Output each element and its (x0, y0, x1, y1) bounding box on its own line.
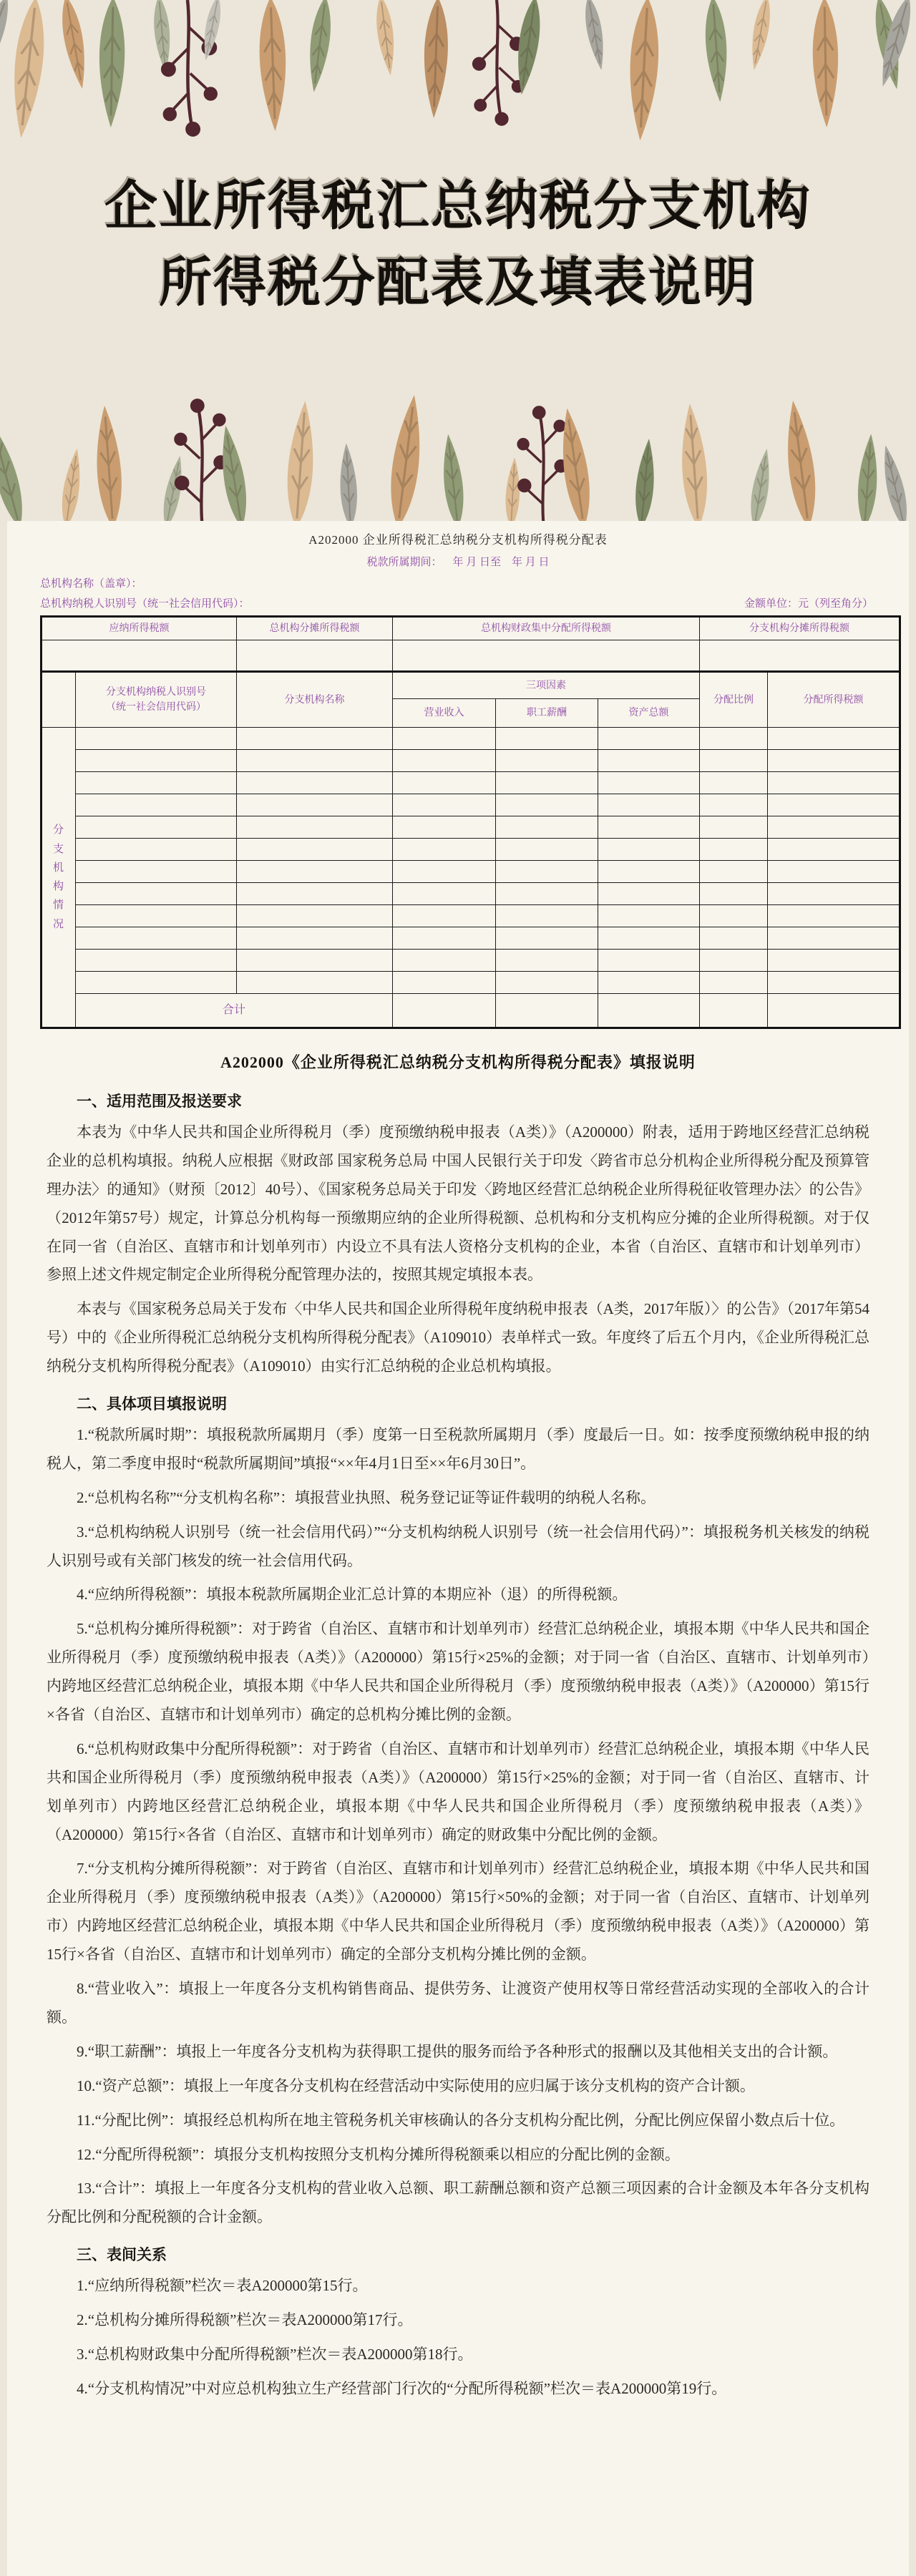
empty-cell (496, 816, 598, 839)
empty-cell (700, 772, 768, 794)
instruction-item: 3.“总机构纳税人识别号（统一社会信用代码）”“分支机构纳税人识别号（统一社会信用代码）”：填报税务机关核发的纳税人识别号或有关部门核发的统一社会信用代码。 (47, 1523, 869, 1569)
header-hq-fiscal-centralized-tax: 总机构财政集中分配所得税额 (393, 617, 700, 640)
instruction-item: 2.“总机构分摊所得税额”栏次＝表A200000第17行。 (77, 2311, 413, 2329)
leaf-icon (373, 0, 398, 77)
empty-cell (496, 883, 598, 905)
section-3-heading: 三、表间关系 (77, 2246, 167, 2264)
berry-branch-icon (473, 0, 524, 125)
leaf-icon (0, 0, 16, 92)
empty-cell (496, 750, 598, 772)
empty-cell (76, 861, 237, 883)
branch-empty-row (42, 816, 900, 839)
leaf-icon (626, 0, 661, 141)
header-allocation-ratio: 分配比例 (700, 672, 768, 728)
leaf-icon (7, 0, 49, 140)
branch-section-label: 分支机构情况 (42, 728, 76, 1028)
empty-cell (393, 927, 496, 950)
total-row (42, 994, 900, 1028)
empty-cell (700, 750, 768, 772)
empty-cell (768, 972, 900, 994)
empty-cell (237, 972, 393, 994)
instruction-item: 11.“分配比例”：填报经总机构所在地主管税务机关审核确认的各分支机构分配比例，分配比例应保留小数点后十位。 (77, 2111, 845, 2129)
branch-id-label-line2: （统一社会信用代码） (106, 702, 206, 713)
empty-cell (768, 816, 900, 839)
leaf-icon (812, 0, 839, 127)
leaf-icon (92, 405, 125, 530)
branch-empty-row (42, 861, 900, 883)
leaf-icon (57, 0, 91, 90)
empty-cell (237, 905, 393, 927)
empty-cell (768, 728, 900, 750)
instruction-item: 3.“总机构财政集中分配所得税额”栏次＝表A200000第18行。 (77, 2345, 473, 2363)
leaf-icon (215, 424, 252, 530)
empty-cell (237, 728, 393, 750)
header-branch-taxpayer-id (76, 672, 237, 728)
empty-cell (393, 950, 496, 972)
empty-cell (598, 794, 700, 816)
empty-cell (237, 794, 393, 816)
leaf-icon (98, 0, 125, 127)
page-title (0, 169, 916, 323)
instruction-item: 8.“营业收入”：填报上一年度各分支机构销售商品、提供劳务、让渡资产使用权等日常经营活动实现的全部收入的合计额。 (47, 1980, 869, 2026)
leaf-icon (703, 0, 731, 102)
table-header-row-branch (42, 672, 900, 699)
leaf-icon (200, 0, 225, 62)
empty-cell (496, 905, 598, 927)
leaf-icon (152, 0, 173, 74)
leaf-icon (58, 447, 84, 529)
empty-cell (496, 861, 598, 883)
empty-cell (768, 839, 900, 861)
header-three-factors: 三项因素 (393, 672, 700, 699)
header-hq-apportioned-tax: 总机构分摊所得税额 (237, 617, 393, 640)
branch-empty-row (42, 950, 900, 972)
instruction-item: 7.“分支机构分摊所得税额”：对于跨省（自治区、直辖市和计划单列市）经营汇总纳税企业，填报本期《中华人民共和国企业所得税月（季）度预缴纳税申报表（A类）》（A200000）第15行×50%的金额；对于同一省（自治区、直辖市、计划单列市）内跨地区经营汇总纳税企业，填报本期《中华人民共和国企业所得税月（季）度预缴纳税申报表（A类）》（A200000）第15行×各省（自治区、直辖市和计划单列市）确定的全部分支机构分摊比例的金额。 (47, 1860, 869, 1963)
empty-cell (237, 640, 393, 672)
header-total-assets: 资产总额 (598, 699, 700, 728)
empty-cell (42, 640, 237, 672)
empty-cell (237, 950, 393, 972)
leaf-icon (746, 447, 774, 529)
leaf-icon (512, 0, 545, 96)
empty-cell (76, 728, 237, 750)
berry-branch-icon (162, 0, 217, 136)
empty-cell (393, 861, 496, 883)
empty-cell (76, 883, 237, 905)
total-label: 合计 (76, 994, 393, 1028)
empty-cell (393, 883, 496, 905)
empty-cell (700, 927, 768, 950)
empty-cell (700, 861, 768, 883)
empty-cell (768, 994, 900, 1028)
leaf-icon (504, 457, 521, 529)
empty-cell (237, 772, 393, 794)
instruction-paragraph: 本表与《国家税务总局关于发布〈中华人民共和国企业所得税年度纳税申报表（A类，2017年版）〉的公告》（2017年第54号）中的《企业所得税汇总纳税分支机构所得税分配表》（A109010）表单样式一致。年度终了后五个月内，《企业所得税汇总纳税分支机构所得税分配表》（A109010）由实行汇总纳税的企业总机构填报。 (47, 1300, 869, 1375)
empty-cell (393, 640, 700, 672)
empty-cell (768, 905, 900, 927)
empty-cell (768, 750, 900, 772)
empty-cell (496, 950, 598, 972)
berry-branch-icon (517, 406, 567, 528)
leaf-icon (633, 438, 658, 529)
empty-cell (76, 794, 237, 816)
table-values-row (42, 640, 900, 672)
empty-cell (496, 728, 598, 750)
empty-cell (768, 772, 900, 794)
empty-cell (76, 972, 237, 994)
instruction-item: 10.“资产总额”：填报上一年度各分支机构在经营活动中实际使用的应归属于该分支机构的资产合计额。 (77, 2077, 755, 2094)
empty-cell (393, 994, 496, 1028)
empty-cell (700, 839, 768, 861)
empty-cell (768, 950, 900, 972)
empty-cell (700, 816, 768, 839)
empty-cell (598, 994, 700, 1028)
empty-cell (598, 905, 700, 927)
instruction-item: 12.“分配所得税额”：填报分支机构按照分支机构分摊所得税额乘以相应的分配比例的金额。 (77, 2145, 680, 2163)
berry-branch-icon (175, 399, 227, 528)
leaf-icon (855, 433, 880, 528)
empty-cell (237, 883, 393, 905)
branch-empty-row (42, 750, 900, 772)
empty-cell (598, 772, 700, 794)
empty-cell (598, 883, 700, 905)
empty-cell (496, 972, 598, 994)
branch-empty-row (42, 839, 900, 861)
empty-cell (598, 750, 700, 772)
empty-cell (598, 816, 700, 839)
empty-corner-cell (42, 672, 76, 728)
leaf-icon (422, 0, 450, 118)
header-payable-tax: 应纳所得税额 (42, 617, 237, 640)
instruction-paragraph: 本表为《中华人民共和国企业所得税月（季）度预缴纳税申报表（A类）》（A200000）附表，适用于跨地区经营汇总纳税企业的总机构填报。纳税人应根据《财政部 国家税务总局 中国人民银行关于印发〈跨省市总分机构企业所得税分配及预算管理办法〉的通知》（财预〔2012〕40号）、《国家税务总局关于印发〈跨地区经营汇总纳税企业所得税征收管理办法〉的公告》（2012年第57号）规定，计算总分机构每一预缴期应纳的企业所得税额、总机构和分支机构应分摊的企业所得税额。对于仅在同一省（自治区、直辖市和计划单列市）内设立不具有法人资格分支机构的企业，本省（自治区、直辖市和计划单列市）参照上述文件规定制定企业所得税分配管理办法的，按照其规定填报本表。 (47, 1123, 869, 1284)
leaf-icon (678, 403, 711, 529)
document-card (7, 521, 909, 2576)
leaf-icon (284, 400, 318, 529)
leaf-icon (159, 454, 187, 530)
empty-cell (76, 905, 237, 927)
leaf-icon (874, 0, 916, 89)
empty-cell (768, 861, 900, 883)
empty-cell (598, 839, 700, 861)
leaf-icon (555, 406, 595, 530)
empty-cell (768, 883, 900, 905)
empty-cell (76, 950, 237, 972)
branch-empty-row (42, 972, 900, 994)
empty-cell (76, 750, 237, 772)
empty-cell (393, 839, 496, 861)
leaf-icon (877, 444, 912, 530)
branch-id-label-line1: 分支机构纳税人识别号 (106, 687, 206, 698)
hq-taxpayer-id-label: 总机构纳税人识别号（统一社会信用代码）： (40, 598, 250, 610)
empty-cell (598, 861, 700, 883)
empty-cell (496, 839, 598, 861)
empty-cell (237, 927, 393, 950)
empty-cell (700, 640, 900, 672)
empty-cell (598, 950, 700, 972)
page-title-line1: 企业所得税汇总纳税分支机构 (104, 177, 812, 236)
empty-cell (237, 750, 393, 772)
empty-cell (496, 994, 598, 1028)
section-1-heading: 一、适用范围及报送要求 (77, 1093, 242, 1110)
empty-cell (237, 861, 393, 883)
empty-cell (393, 750, 496, 772)
empty-cell (393, 905, 496, 927)
empty-cell (496, 927, 598, 950)
leaf-icon (385, 394, 427, 530)
leaf-icon (869, 0, 905, 91)
branch-empty-row (42, 772, 900, 794)
tax-period-label: 税款所属期间： 年 月 日至 年 月 日 (366, 557, 550, 568)
instruction-item: 4.“分支机构情况”中对应总机构独立生产经营部门行次的“分配所得税额”栏次＝表A200000第19行。 (77, 2379, 727, 2397)
empty-cell (76, 772, 237, 794)
leaf-icon (338, 443, 359, 529)
leaf-icon (0, 421, 30, 530)
empty-cell (76, 816, 237, 839)
leaf-icon (258, 0, 288, 132)
instruction-item: 4.“应纳所得税额”：填报本税款所属期企业汇总计算的本期应补（退）的所得税额。 (77, 1586, 628, 1604)
filing-instructions (7, 1050, 909, 2438)
empty-cell (393, 816, 496, 839)
autumn-leaves-top-banner (0, 0, 916, 168)
empty-cell (496, 772, 598, 794)
instruction-item: 13.“合计”：填报上一年度各分支机构的营业收入总额、职工薪酬总额和资产总额三项因素的合计金额及本年各分支机构分配比例和分配税额的合计金额。 (47, 2180, 869, 2226)
empty-cell (393, 728, 496, 750)
instruction-item: 2.“总机构名称”“分支机构名称”：填报营业执照、税务登记证等证件载明的纳税人名称。 (77, 1488, 656, 1506)
instructions-heading: A202000《企业所得税汇总纳税分支机构所得税分配表》填报说明 (220, 1053, 696, 1071)
header-allocated-tax: 分配所得税额 (768, 672, 900, 728)
empty-cell (768, 927, 900, 950)
section-2-heading: 二、具体项目填报说明 (77, 1395, 227, 1413)
form-title: A202000 企业所得税汇总纳税分支机构所得税分配表 (308, 533, 608, 547)
instruction-item: 6.“总机构财政集中分配所得税额”：对于跨省（自治区、直辖市和计划单列市）经营汇总纳税企业，填报本期《中华人民共和国企业所得税月（季）度预缴纳税申报表（A类）》（A200000）第15行×25%的金额；对于同一省（自治区、直辖市、计划单列市）内跨地区经营汇总纳税企业，填报本期《中华人民共和国企业所得税月（季）度预缴纳税申报表（A类）》（A200000）第15行×各省（自治区、直辖市和计划单列市）确定的财政集中分配比例的金额。 (47, 1740, 869, 1843)
empty-cell (496, 794, 598, 816)
branch-empty-row (42, 905, 900, 927)
autumn-leaves-middle-banner (0, 386, 916, 530)
leaf-icon (581, 0, 608, 72)
branch-empty-row (42, 927, 900, 950)
empty-cell (598, 972, 700, 994)
empty-cell (700, 883, 768, 905)
empty-cell (598, 927, 700, 950)
empty-cell (598, 728, 700, 750)
table-header-row-top (42, 617, 900, 640)
amount-unit-label: 金额单位：元（列至角分） (744, 598, 873, 610)
empty-cell (700, 994, 768, 1028)
empty-cell (393, 794, 496, 816)
branch-empty-row (42, 883, 900, 905)
branch-empty-row (42, 794, 900, 816)
empty-cell (237, 816, 393, 839)
instruction-item: 1.“应纳所得税额”栏次＝表A200000第15行。 (77, 2277, 368, 2295)
empty-cell (76, 927, 237, 950)
leaf-icon (439, 433, 467, 529)
empty-cell (76, 839, 237, 861)
empty-cell (700, 905, 768, 927)
header-branch-apportioned-tax: 分支机构分摊所得税额 (700, 617, 900, 640)
empty-cell (237, 839, 393, 861)
empty-cell (393, 772, 496, 794)
empty-cell (393, 972, 496, 994)
instruction-item: 1.“税款所属时期”：填报税款所属期月（季）度第一日至税款所属期月（季）度最后一日。如：按季度预缴纳税申报的纳税人，第二季度申报时“税款所属期间”填报“××年4月1日至××年6月30日”。 (47, 1426, 869, 1472)
instruction-item: 5.“总机构分摊所得税额”：对于跨省（自治区、直辖市和计划单列市）经营汇总纳税企业，填报本期《中华人民共和国企业所得税月（季）度预缴纳税申报表（A类）》（A200000）第15行×25%的金额；对于同一省（自治区、直辖市、计划单列市）内跨地区经营汇总纳税企业，填报本期《中华人民共和国企业所得税月（季）度预缴纳税申报表（A类）》（A200000）第15行×各省（自治区、直辖市和计划单列市）确定的总机构分摊比例的金额。 (47, 1620, 869, 1724)
leaf-icon (305, 0, 335, 93)
empty-cell (700, 728, 768, 750)
header-employee-compensation: 职工薪酬 (496, 699, 598, 728)
leaf-icon (747, 0, 774, 72)
allocation-table (40, 615, 901, 1029)
page-title-line2: 所得税分配表及填表说明 (159, 254, 757, 313)
branch-empty-row (42, 728, 900, 750)
empty-cell (700, 794, 768, 816)
hq-name-label: 总机构名称（盖章）： (40, 578, 142, 590)
header-branch-name: 分支机构名称 (237, 672, 393, 728)
empty-cell (768, 794, 900, 816)
leaf-icon (781, 399, 821, 530)
empty-cell (700, 972, 768, 994)
header-operating-revenue: 营业收入 (393, 699, 496, 728)
instruction-item: 9.“职工薪酬”：填报上一年度各分支机构为获得职工提供的服务而给予各种形式的报酬以及其他相关支出的合计额。 (77, 2042, 838, 2060)
empty-cell (700, 950, 768, 972)
